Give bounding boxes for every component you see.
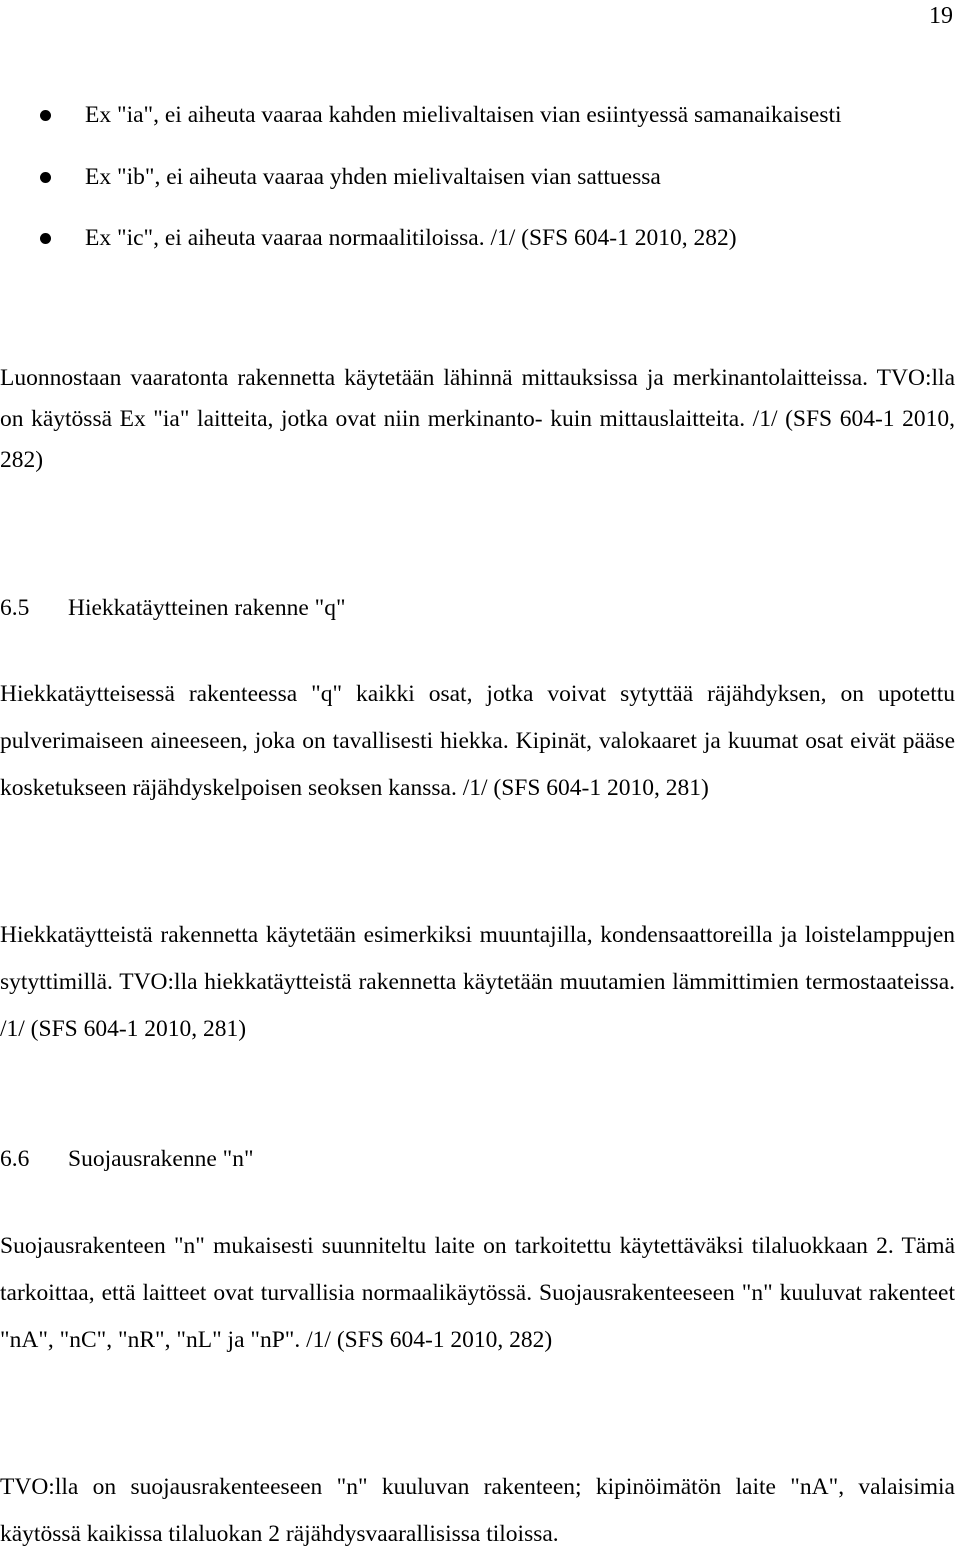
section-heading-6-5	[0, 593, 346, 623]
section-title: Suojausrakenne "n"	[68, 1146, 254, 1172]
bullet-icon	[40, 110, 51, 121]
section-heading-6-6	[0, 1144, 254, 1174]
section-title: Hiekkatäytteinen rakenne "q"	[68, 595, 346, 621]
section-number: 6.6	[0, 1146, 30, 1172]
bullet-icon	[40, 233, 51, 244]
paragraph-sand-filled-use: Hiekkatäytteistä rakennetta käytetään esimerkiksi muuntajilla, kondensaattoreilla ja loistelamppujen sytyttimillä. TVO:lla hiekkatäytteistä rakennetta käytetään muutamien lämmittimien termostaateissa. /1/ (SFS 604-1 2010, 281)	[0, 922, 955, 1042]
list-item	[0, 158, 960, 197]
protection-level-list	[0, 96, 960, 281]
list-item-text: Ex "ic", ei aiheuta vaaraa normaalitiloissa. /1/ (SFS 604-1 2010, 282)	[85, 225, 737, 251]
section-number: 6.5	[0, 595, 30, 621]
list-item-text: Ex "ia", ei aiheuta vaaraa kahden mielivaltaisen vian esiintyessä samanaikaisesti	[85, 102, 842, 128]
list-item	[0, 96, 960, 135]
paragraph-type-n-use: TVO:lla on suojausrakenteeseen "n" kuuluvan rakenteen; kipinöimätön laite "nA", valaisimia käytössä kaikissa tilaluokan 2 räjähdysvaarallisissa tiloissa.	[0, 1474, 955, 1547]
page-number: 19	[929, 3, 953, 29]
paragraph-type-n-definition: Suojausrakenteen "n" mukaisesti suunniteltu laite on tarkoitettu käytettäväksi tilaluokkaan 2. Tämä tarkoittaa, että laitteet ovat turvallisia normaalikäytössä. Suojausrakenteeseen "n" kuuluvat rakenteet "nA", "nC", "nR", "nL" ja "nP". /1/ (SFS 604-1 2010, 282)	[0, 1233, 955, 1353]
list-item	[0, 219, 960, 258]
bullet-icon	[40, 172, 51, 183]
list-item-text: Ex "ib", ei aiheuta vaaraa yhden mielivaltaisen vian sattuessa	[85, 163, 661, 190]
paragraph-sand-filled-definition: Hiekkatäytteisessä rakenteessa "q" kaikki osat, jotka voivat sytyttää räjähdyksen, on upotettu pulverimaiseen aineeseen, joka on tavallisesti hiekka. Kipinät, valokaaret ja kuumat osat eivät pääse kosketukseen räjähdyskelpoisen seoksen kanssa. /1/ (SFS 604-1 2010, 281)	[0, 681, 955, 801]
paragraph-intrinsic-safety-use: Luonnostaan vaaratonta rakennetta käytetään lähinnä mittauksissa ja merkinantolaitteissa. TVO:lla on käytössä Ex "ia" laitteita, jotka ovat niin merkinanto- kuin mittauslaitteita. /1/ (SFS 604-1 2010, 282)	[0, 365, 955, 473]
